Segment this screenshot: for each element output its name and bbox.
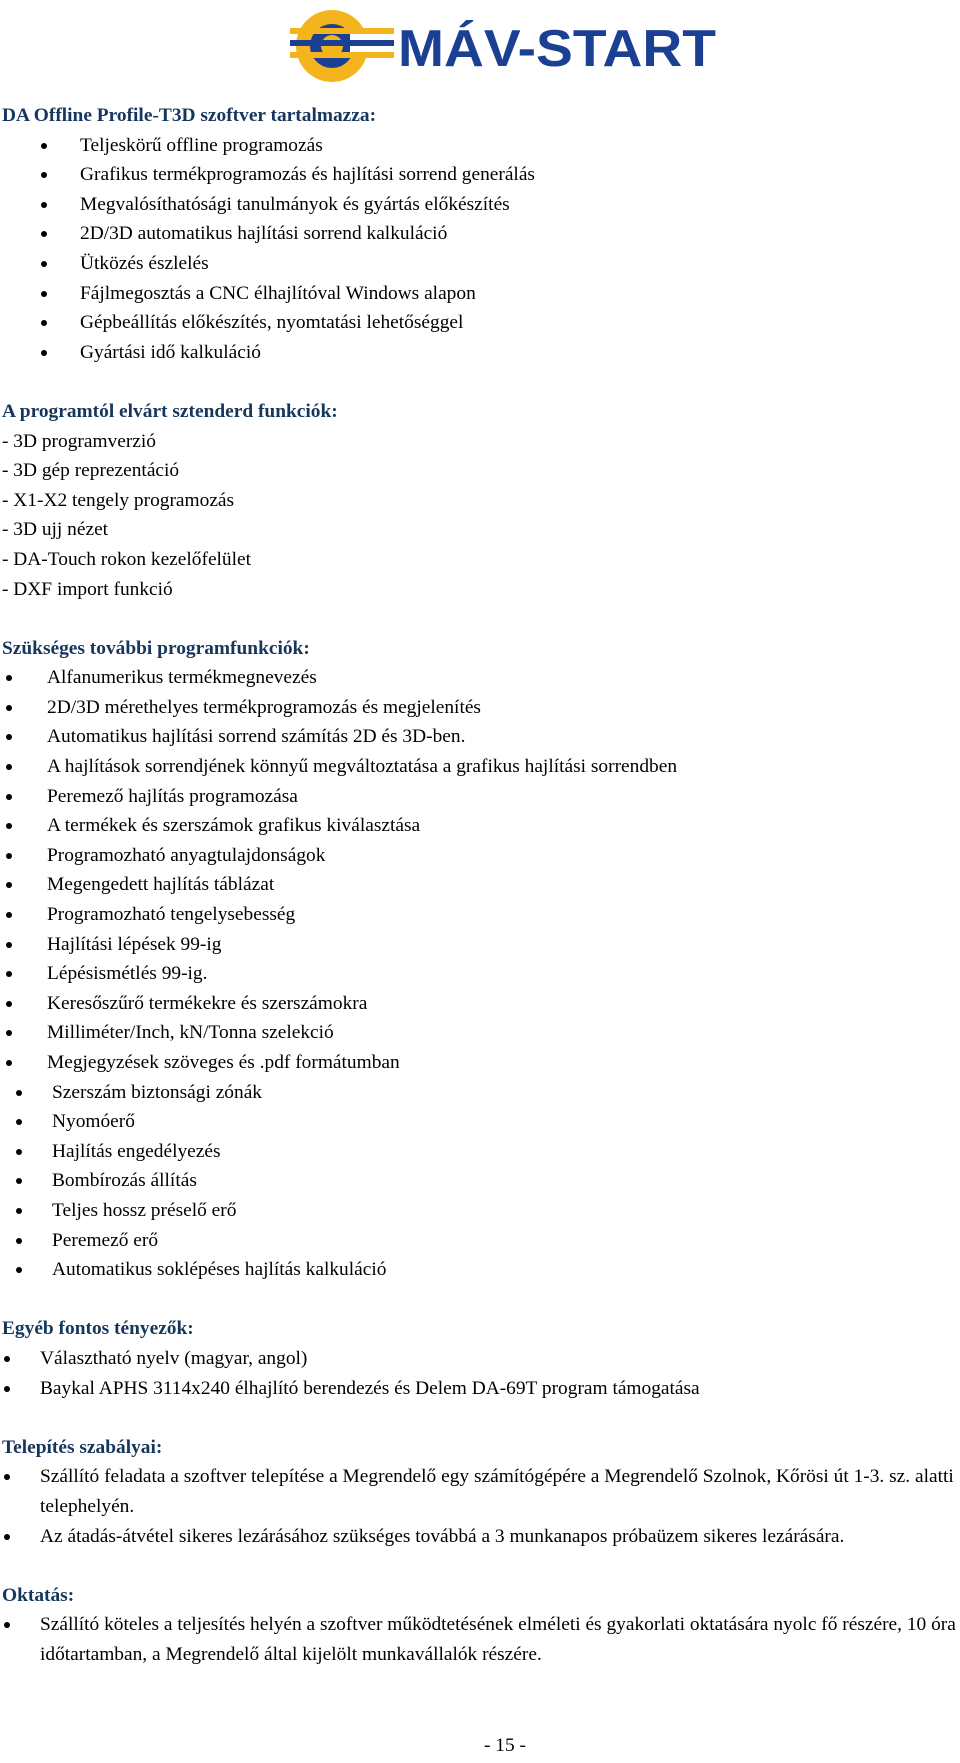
logo-graphic xyxy=(290,6,720,90)
list-item: Teljes hossz préselő erő xyxy=(2,1196,957,1226)
training-section xyxy=(2,1581,957,1670)
list-item: Baykal APHS 3114x240 élhajlító berendezés és Delem DA-69T program támogatása xyxy=(2,1374,957,1404)
list-item: Megvalósíthatósági tanulmányok és gyártás előkészítés xyxy=(2,190,957,220)
list-item: Szállító feladata a szoftver telepítése a Megrendelő egy számítógépére a Megrendelő Szolnok, Kőrösi út 1-3. sz. alatti telephelyén. xyxy=(2,1462,957,1521)
list-item: Gépbeállítás előkészítés, nyomtatási lehetőséggel xyxy=(2,308,957,338)
list-item: - DA-Touch rokon kezelőfelület xyxy=(2,548,252,570)
list-item: Szerszám biztonsági zónák xyxy=(2,1078,957,1108)
list-item: 2D/3D automatikus hajlítási sorrend kalkuláció xyxy=(2,219,957,249)
standard-heading: A programtól elvárt sztenderd funkciók: xyxy=(2,400,338,422)
standard-section xyxy=(2,397,957,604)
other-section xyxy=(2,1314,957,1403)
additional-section xyxy=(2,634,957,1285)
list-item: A hajlítások sorrendjének könnyű megváltoztatása a grafikus hajlítási sorrendben xyxy=(2,752,957,782)
installation-heading: Telepítés szabályai: xyxy=(2,1436,163,1458)
software-list xyxy=(2,131,957,368)
list-item: Programozható tengelysebesség xyxy=(2,900,957,930)
list-item: Grafikus termékprogramozás és hajlítási sorrend generálás xyxy=(2,160,957,190)
installation-list xyxy=(2,1462,957,1551)
software-section xyxy=(2,101,957,367)
list-item: 2D/3D mérethelyes termékprogramozás és megjelenítés xyxy=(2,693,957,723)
training-list xyxy=(2,1610,957,1669)
list-item: Bombírozás állítás xyxy=(2,1166,957,1196)
additional-heading: Szükséges további programfunkciók: xyxy=(2,637,310,659)
list-item: Fájlmegosztás a CNC élhajlítóval Windows alapon xyxy=(2,279,957,309)
list-item: Megengedett hajlítás táblázat xyxy=(2,870,957,900)
list-item: - 3D gép reprezentáció xyxy=(2,460,180,482)
list-item: A termékek és szerszámok grafikus kiválasztása xyxy=(2,811,957,841)
list-item: Megjegyzések szöveges és .pdf formátumban xyxy=(2,1048,957,1078)
software-heading: DA Offline Profile-T3D szoftver tartalmazza: xyxy=(2,105,377,126)
standard-list xyxy=(2,427,957,605)
other-heading: Egyéb fontos tényezők: xyxy=(2,1318,194,1340)
other-list xyxy=(2,1344,957,1403)
list-item: Automatikus hajlítási sorrend számítás 2D és 3D-ben. xyxy=(2,722,957,752)
installation-section xyxy=(2,1433,957,1551)
list-item: Peremező hajlítás programozása xyxy=(2,782,957,812)
spacer xyxy=(2,604,957,634)
list-item: - DXF import funkció xyxy=(2,578,173,600)
mav-start-logo xyxy=(290,6,720,90)
training-heading: Oktatás: xyxy=(2,1584,75,1606)
list-item: Automatikus soklépéses hajlítás kalkuláció xyxy=(2,1255,957,1285)
list-item: Választható nyelv (magyar, angol) xyxy=(2,1344,957,1374)
list-item: Milliméter/Inch, kN/Tonna szelekció xyxy=(2,1018,957,1048)
list-item: Az átadás-átvétel sikeres lezárásához szükséges továbbá a 3 munkanapos próbaüzem sikeres lezárására. xyxy=(2,1522,957,1552)
list-item: Keresőszűrő termékekre és szerszámokra xyxy=(2,989,957,1019)
list-item: Alfanumerikus termékmegnevezés xyxy=(2,663,957,693)
list-item: Teljeskörű offline programozás xyxy=(2,131,957,161)
page-number: - 15 - xyxy=(483,1735,526,1756)
list-item: Peremező erő xyxy=(2,1226,957,1256)
logo-wordmark: MÁV-START xyxy=(398,20,717,78)
list-item: Nyomóerő xyxy=(2,1107,957,1137)
list-item: - X1-X2 tengely programozás xyxy=(2,489,235,511)
additional-list xyxy=(2,663,957,1284)
spacer xyxy=(2,367,957,397)
list-item: - 3D ujj nézet xyxy=(2,519,109,541)
list-item: Ütközés észlelés xyxy=(2,249,957,279)
spacer xyxy=(2,1551,957,1581)
list-item: Programozható anyagtulajdonságok xyxy=(2,841,957,871)
list-item: Hajlítás engedélyezés xyxy=(2,1137,957,1167)
spacer xyxy=(2,1403,957,1433)
list-item: Gyártási idő kalkuláció xyxy=(2,338,957,368)
document-body xyxy=(2,101,957,1669)
list-item: Hajlítási lépések 99-ig xyxy=(2,930,957,960)
list-item: - 3D programverzió xyxy=(2,430,156,452)
spacer xyxy=(2,1285,957,1315)
list-item: Szállító köteles a teljesítés helyén a szoftver működtetésének elméleti és gyakorlati oktatására nyolc fő részére, 10 óra időtartamban, a Megrendelő által kijelölt munkavállalók részére. xyxy=(2,1610,957,1669)
list-item: Lépésismétlés 99-ig. xyxy=(2,959,957,989)
